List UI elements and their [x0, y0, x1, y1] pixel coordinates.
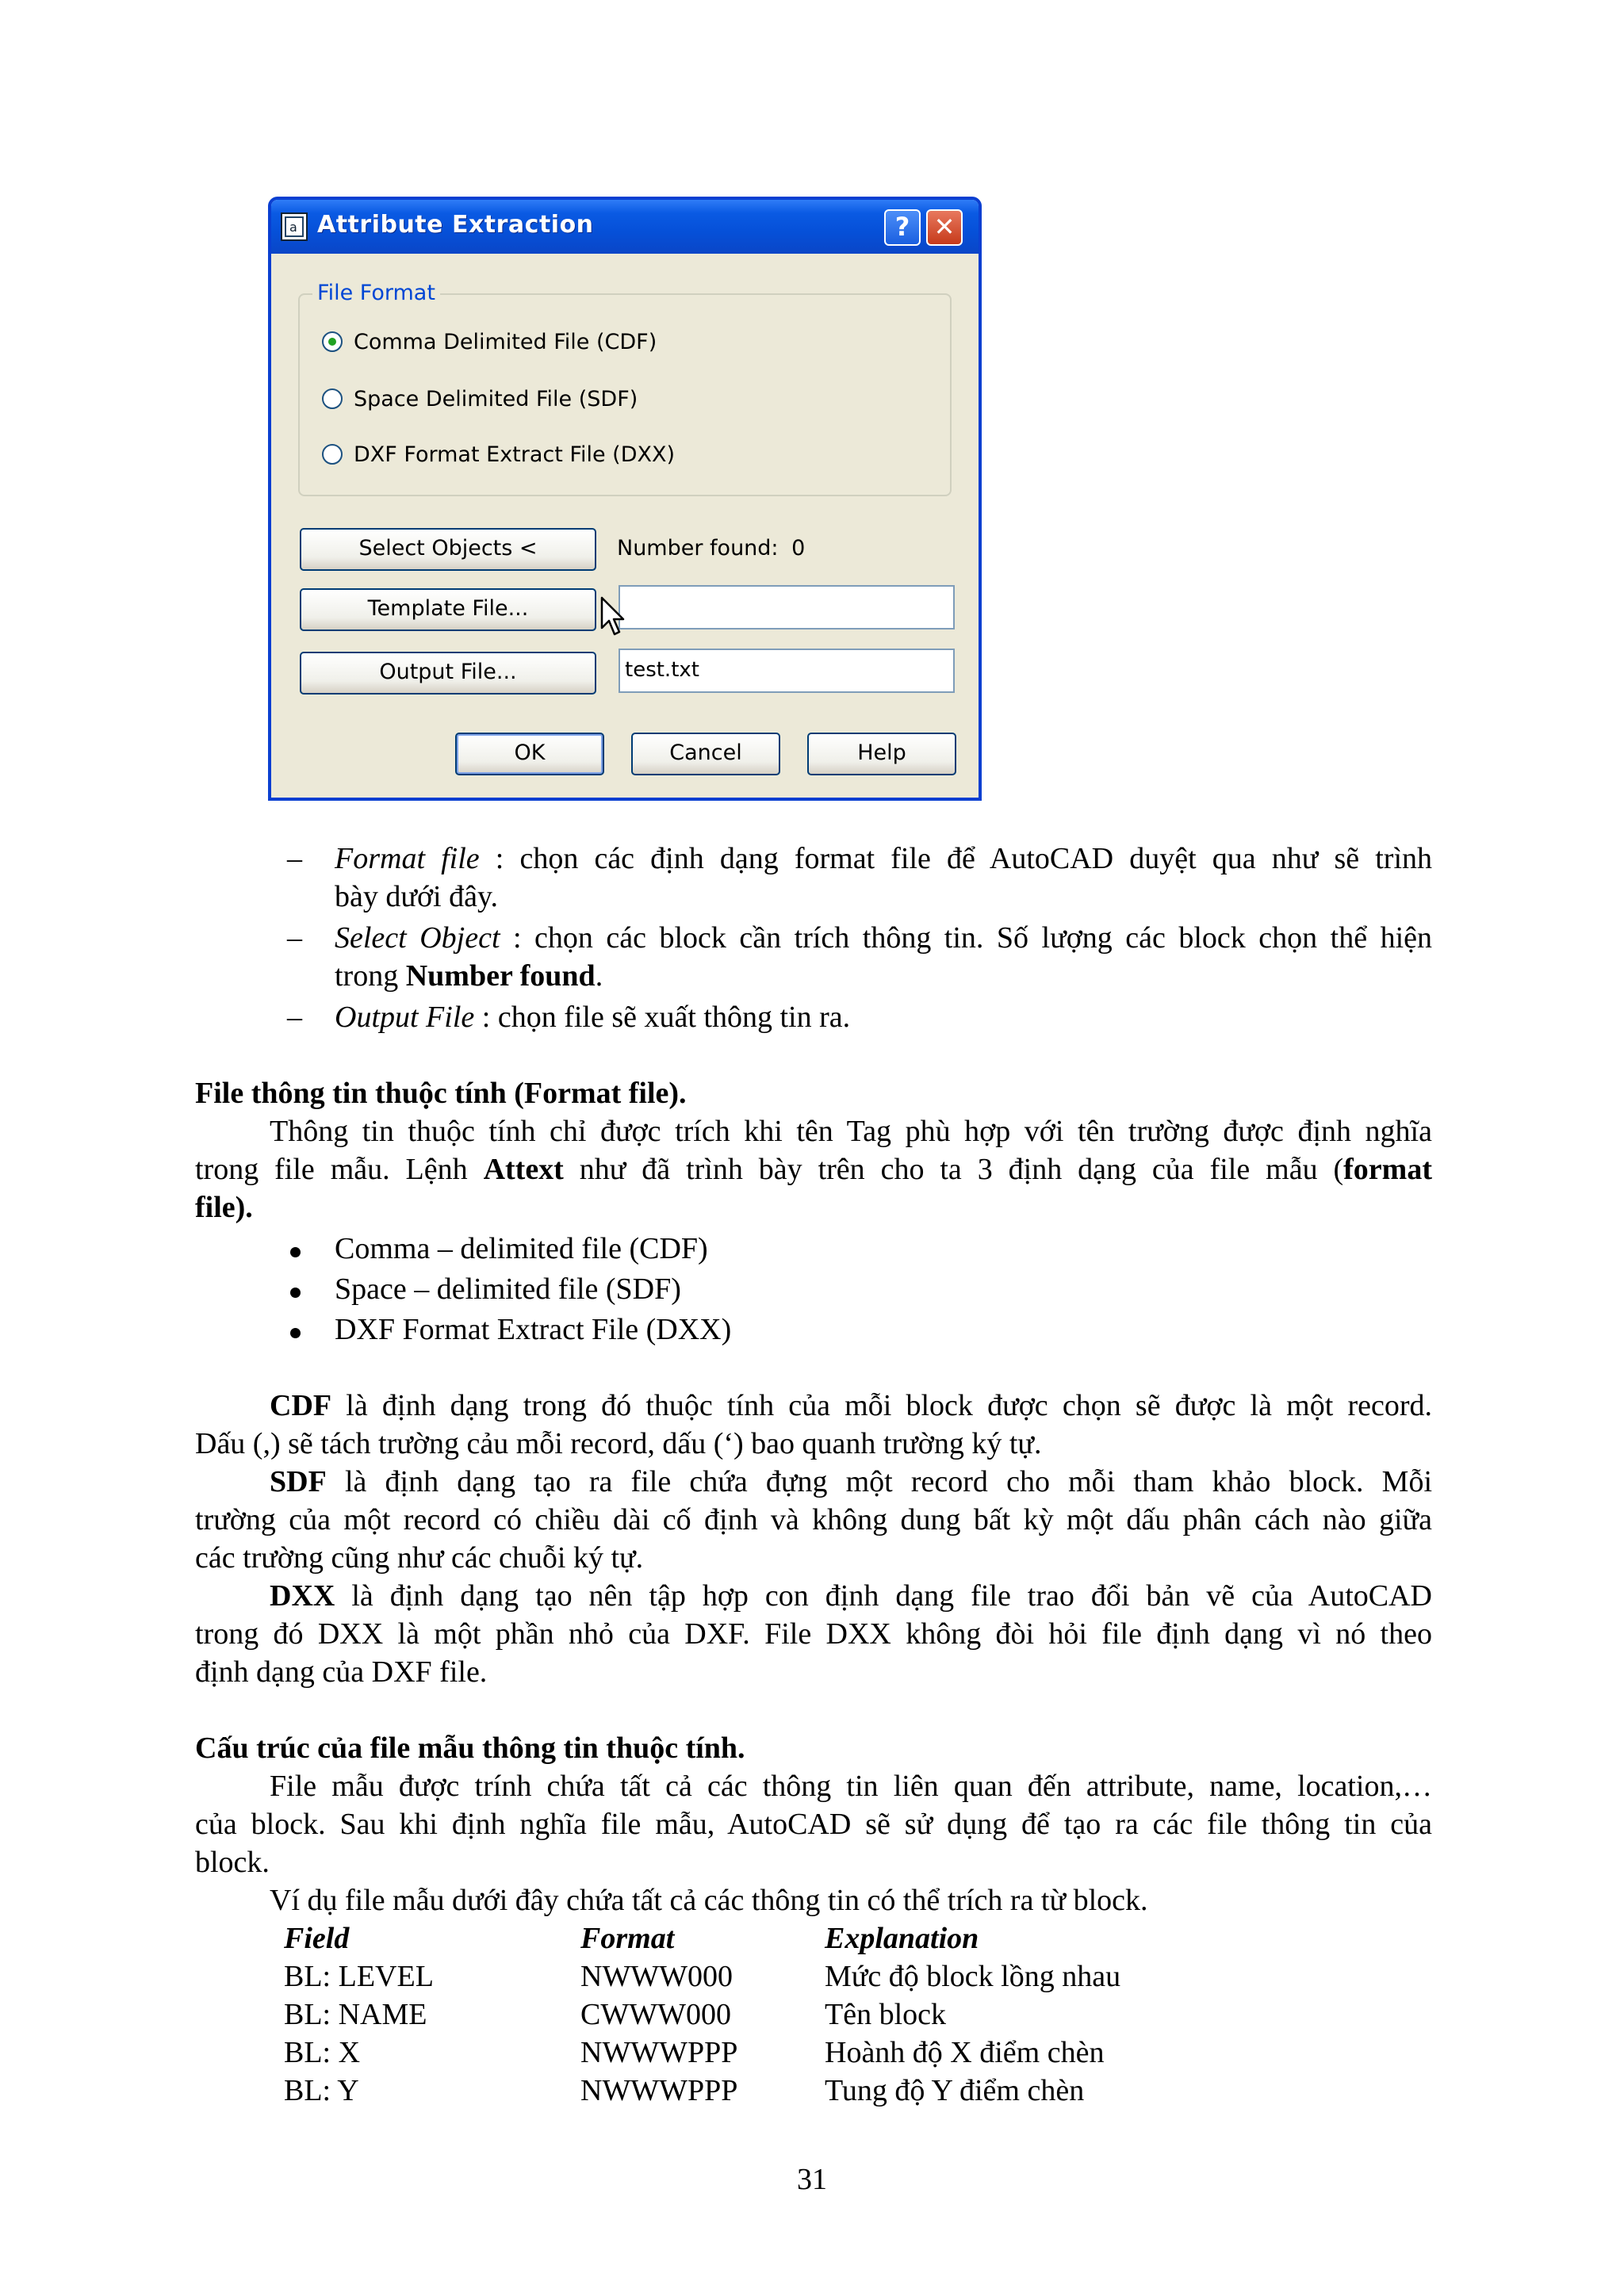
number-found-ref: Number found: [405, 959, 596, 993]
table-cell: CWWW000: [580, 1998, 731, 2031]
term-select-object: Select Object: [335, 921, 500, 955]
paragraph-line: của block. Sau khi định nghĩa file mẫu, AutoCAD sẽ sử dụng để tạo ra các file thông tin của: [195, 1808, 1432, 1841]
radio-button-icon[interactable]: [322, 388, 343, 409]
template-file-field[interactable]: [619, 585, 955, 629]
table-header: Field: [284, 1922, 350, 1955]
attext-command: Attext: [483, 1153, 564, 1186]
table-cell: BL: Y: [284, 2074, 359, 2107]
page-number: 31: [797, 2163, 827, 2196]
list-item: DXF Format Extract File (DXX): [335, 1313, 732, 1346]
paragraph-line: các trường cũng như các chuỗi ký tự.: [195, 1541, 644, 1575]
text-run: .: [595, 959, 603, 993]
dxx-paragraph: [270, 1578, 1432, 1615]
table-cell: BL: NAME: [284, 1998, 427, 2031]
cdf-term: CDF: [270, 1389, 332, 1422]
list-item: Comma – delimited file (CDF): [335, 1232, 708, 1265]
bullet-dot: [290, 1328, 301, 1338]
radio-dxx-label: DXF Format Extract File (DXX): [354, 442, 676, 467]
output-file-item: [335, 999, 850, 1036]
paragraph-line: [195, 1151, 1432, 1188]
table-header: Format: [580, 1922, 675, 1955]
table-header: Explanation: [825, 1922, 979, 1955]
paragraph-line: File mẫu được trính chứa tất cả các thông tin liên quan đến attribute, name, location,…: [270, 1770, 1432, 1803]
dash-bullet: –: [287, 1001, 302, 1034]
table-cell: BL: LEVEL: [284, 1960, 434, 1993]
close-icon[interactable]: ✕: [926, 209, 963, 246]
attribute-extraction-dialog: [268, 197, 982, 801]
output-file-button[interactable]: Output File...: [300, 652, 596, 695]
radio-button-icon[interactable]: [322, 444, 343, 465]
number-found-label: [617, 533, 805, 564]
cdf-paragraph: [270, 1387, 1432, 1425]
bullet-dot: [290, 1247, 301, 1257]
ok-button[interactable]: OK: [455, 733, 604, 775]
format-file-desc-cont: bày dưới đây.: [335, 880, 499, 913]
radio-cdf-label: Comma Delimited File (CDF): [354, 330, 657, 354]
app-icon: [281, 212, 308, 241]
bullet-dot: [290, 1288, 301, 1298]
template-file-button[interactable]: Template File...: [300, 588, 596, 631]
output-file-desc: : chọn file sẽ xuất thông tin ra.: [474, 1001, 851, 1034]
paragraph-line: trong đó DXX là một phần nhỏ của DXF. File DXX không đòi hỏi file định dạng vì nó theo: [195, 1617, 1432, 1651]
sdf-paragraph: [270, 1464, 1432, 1501]
paragraph-line: file).: [195, 1191, 253, 1224]
select-objects-button[interactable]: Select Objects <: [300, 528, 596, 571]
format-file-desc: : chọn các định dạng format file để AutoCAD duyệt qua như sẽ trình: [479, 842, 1433, 875]
section-heading: Cấu trúc của file mẫu thông tin thuộc tính.: [195, 1732, 745, 1765]
text-run: là định dạng tạo ra file chứa đựng một record cho mỗi tham khảo block. Mỗi: [326, 1465, 1432, 1498]
table-cell: BL: X: [284, 2036, 361, 2069]
text-run: là định dạng trong đó thuộc tính của mỗi block được chọn sẽ được là một record.: [331, 1389, 1432, 1422]
text-run: format: [1343, 1153, 1432, 1186]
text-run: trong file mẫu. Lệnh: [195, 1153, 484, 1186]
number-found-text: Number found:: [617, 536, 779, 561]
cancel-button[interactable]: Cancel: [631, 733, 780, 775]
format-file-item: [335, 840, 1432, 878]
file-format-label: File Format: [312, 281, 440, 305]
dialog-titlebar[interactable]: [271, 200, 979, 254]
term-format-file: Format file: [335, 842, 480, 875]
paragraph-line: Ví dụ file mẫu dưới đây chứa tất cả các thông tin có thể trích ra từ block.: [270, 1884, 1148, 1917]
dash-bullet: –: [287, 921, 302, 955]
table-cell: NWWWPPP: [580, 2036, 738, 2069]
output-file-field[interactable]: test.txt: [619, 649, 955, 693]
help-icon[interactable]: ?: [884, 209, 921, 246]
dash-bullet: –: [287, 842, 302, 875]
help-button[interactable]: Help: [807, 733, 956, 775]
text-run: là định dạng tạo nên tập hợp con định dạng file trao đổi bản vẽ của AutoCAD: [335, 1579, 1432, 1613]
paragraph-line: định dạng của DXF file.: [195, 1655, 488, 1689]
term-output-file: Output File: [335, 1001, 475, 1034]
text-run: như đã trình bày trên cho ta 3 định dạng của file mẫu (: [563, 1153, 1344, 1186]
table-cell: NWWWPPP: [580, 2074, 738, 2107]
text-run: trong: [335, 959, 406, 993]
table-cell: Tên block: [825, 1998, 947, 2031]
select-object-item: [335, 920, 1432, 957]
list-item: Space – delimited file (SDF): [335, 1272, 681, 1306]
dxx-term: DXX: [270, 1579, 335, 1613]
table-cell: Hoành độ X điểm chèn: [825, 2036, 1105, 2069]
radio-button-icon[interactable]: [322, 331, 343, 352]
table-cell: Mức độ block lồng nhau: [825, 1960, 1121, 1993]
mouse-cursor-icon: [600, 596, 627, 637]
radio-sdf-label: Space Delimited File (SDF): [354, 387, 638, 411]
paragraph-line: Thông tin thuộc tính chỉ được trích khi tên Tag phù hợp với tên trường được định nghĩa: [270, 1115, 1432, 1148]
paragraph-line: block.: [195, 1846, 270, 1879]
table-cell: Tung độ Y điểm chèn: [825, 2074, 1085, 2107]
select-object-desc-cont: [335, 958, 603, 995]
paragraph-line: trường của một record có chiều dài cố định và không dung bất kỳ một dấu phân cách nào giữa: [195, 1503, 1432, 1536]
svg-text:a: a: [289, 220, 297, 235]
dialog-title: Attribute Extraction: [317, 211, 594, 239]
paragraph-line: Dấu (,) sẽ tách trường cảu mỗi record, dấu (‘) bao quanh trường ký tự.: [195, 1427, 1042, 1460]
section-heading: File thông tin thuộc tính (Format file).: [195, 1077, 687, 1110]
table-cell: NWWW000: [580, 1960, 733, 1993]
select-object-desc: : chọn các block cần trích thông tin. Số lượng các block chọn thể hiện: [500, 921, 1432, 955]
number-found-value: 0: [791, 536, 806, 561]
sdf-term: SDF: [270, 1465, 327, 1498]
